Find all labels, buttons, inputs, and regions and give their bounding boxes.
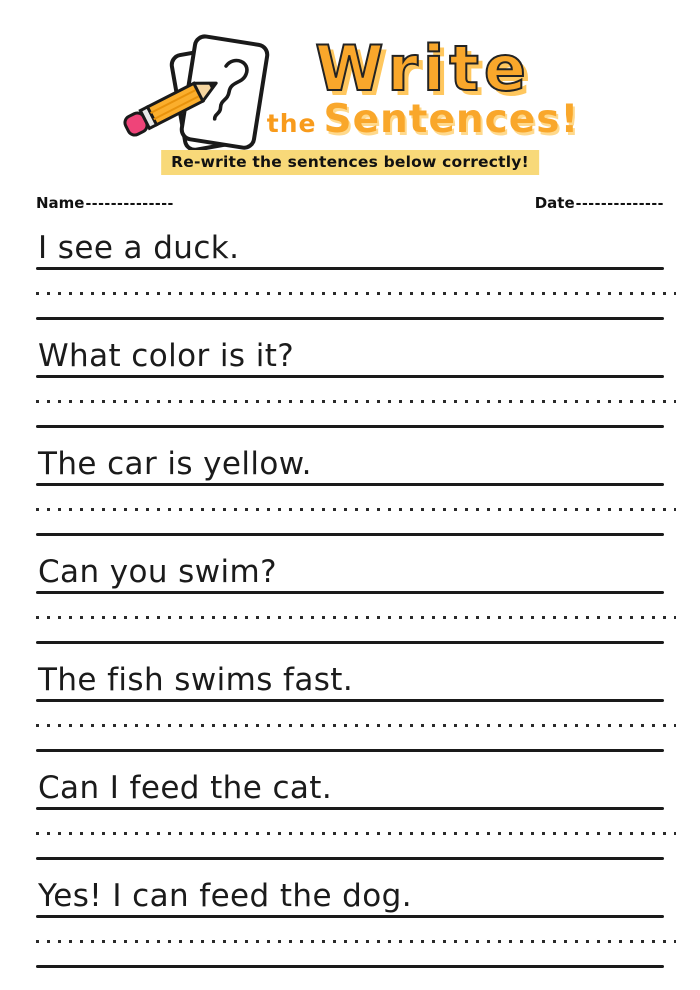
writing-line-middle-dotted xyxy=(36,616,676,619)
sentence-text: Can I feed the cat. xyxy=(38,770,333,806)
writing-line-top xyxy=(36,807,664,810)
writing-line-bottom xyxy=(36,425,664,428)
sentence-block-6 xyxy=(36,760,664,860)
date-field xyxy=(535,194,664,212)
name-field xyxy=(36,194,174,212)
writing-line-top xyxy=(36,267,664,270)
sentence-block-7 xyxy=(36,868,664,968)
sentence-block-2 xyxy=(36,328,664,428)
sentence-text: What color is it? xyxy=(38,338,295,374)
writing-line-middle-dotted xyxy=(36,400,676,403)
writing-line-bottom xyxy=(36,641,664,644)
date-blank: -------------- xyxy=(575,196,664,212)
name-label: Name xyxy=(36,194,85,212)
worksheet-instructions: Re-write the sentences below correctly! xyxy=(161,150,539,175)
sentence-block-5 xyxy=(36,652,664,752)
writing-line-middle-dotted xyxy=(36,292,676,295)
title-the: the xyxy=(266,109,317,139)
sentence-block-4 xyxy=(36,544,664,644)
sentence-text: The car is yellow. xyxy=(38,446,312,482)
worksheet-header xyxy=(36,0,664,182)
writing-line-bottom xyxy=(36,965,664,968)
worksheet-title xyxy=(266,32,580,143)
sentence-text: The fish swims fast. xyxy=(38,662,354,698)
writing-line-middle-dotted xyxy=(36,508,676,511)
title-sentences: Sentences! xyxy=(323,97,580,143)
writing-line-middle-dotted xyxy=(36,940,676,943)
sentence-block-1 xyxy=(36,220,664,320)
sentence-text: Can you swim? xyxy=(38,554,277,590)
writing-line-middle-dotted xyxy=(36,724,676,727)
writing-line-middle-dotted xyxy=(36,832,676,835)
date-label: Date xyxy=(534,194,575,212)
writing-line-bottom xyxy=(36,533,664,536)
name-date-row xyxy=(36,186,664,212)
writing-line-top xyxy=(36,375,664,378)
writing-line-bottom xyxy=(36,749,664,752)
sentence-text: I see a duck. xyxy=(38,230,240,266)
writing-line-top xyxy=(36,591,664,594)
writing-line-top xyxy=(36,699,664,702)
writing-line-top xyxy=(36,483,664,486)
sentence-block-3 xyxy=(36,436,664,536)
name-blank: -------------- xyxy=(85,196,174,212)
writing-line-bottom xyxy=(36,317,664,320)
writing-line-top xyxy=(36,915,664,918)
title-write: Write xyxy=(315,32,531,105)
sentence-text: Yes! I can feed the dog. xyxy=(38,878,412,914)
pencil-and-cards-illustration xyxy=(118,26,298,162)
writing-line-bottom xyxy=(36,857,664,860)
